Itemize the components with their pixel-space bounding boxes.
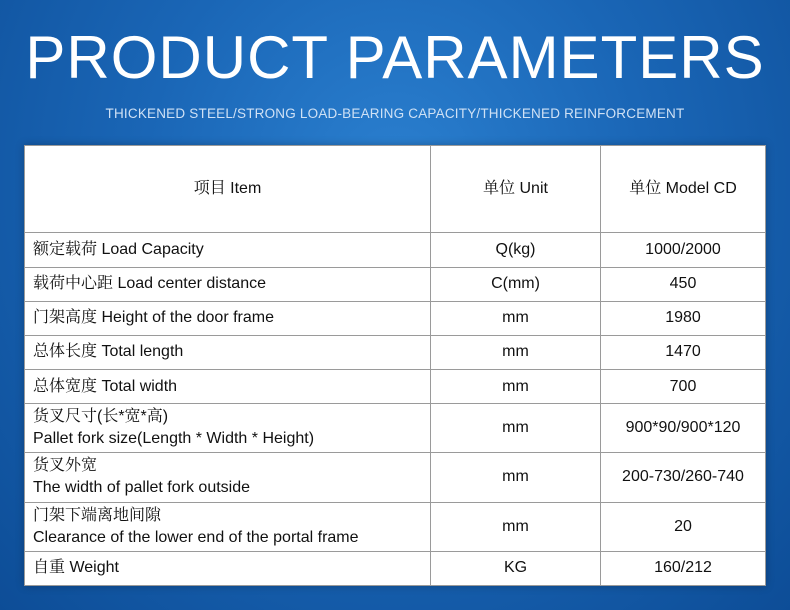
row-item-cell: 总体长度 Total length	[25, 335, 431, 369]
row-unit-cell: C(mm)	[431, 267, 601, 301]
column-header-model: 单位 Model CD	[601, 146, 766, 233]
row-item-label-en: The width of pallet fork outside	[33, 479, 251, 497]
row-item-label-cn: 货叉外宽	[33, 457, 98, 475]
row-unit-cell: mm	[431, 335, 601, 369]
column-header-item: 项目 Item	[25, 146, 431, 233]
row-unit-cell: mm	[431, 453, 601, 502]
table-row	[25, 335, 766, 369]
row-item-label-en: Pallet fork size(Length * Width * Height)	[33, 430, 315, 448]
row-value-cell: 1470	[601, 335, 766, 369]
row-item-cell: 额定载荷 Load Capacity	[25, 233, 431, 267]
row-unit-cell: mm	[431, 404, 601, 453]
table-row	[25, 301, 766, 335]
row-value-cell: 1000/2000	[601, 233, 766, 267]
row-item-cell: 总体宽度 Total width	[25, 369, 431, 403]
table-row	[25, 551, 766, 585]
row-value-cell: 20	[601, 502, 766, 551]
table-row	[25, 502, 766, 551]
row-item-cell	[25, 502, 431, 551]
parameters-table-container	[24, 145, 766, 586]
row-item-cell: 门架高度 Height of the door frame	[25, 301, 431, 335]
row-item-label-cn: 货叉尺寸(长*宽*高)	[33, 408, 169, 426]
column-header-unit: 单位 Unit	[431, 146, 601, 233]
row-value-cell: 200-730/260-740	[601, 453, 766, 502]
page-subtitle: THICKENED STEEL/STRONG LOAD-BEARING CAPACITY/THICKENED REINFORCEMENT	[105, 106, 685, 121]
row-unit-cell: mm	[431, 369, 601, 403]
table-row	[25, 404, 766, 453]
row-item-cell: 载荷中心距 Load center distance	[25, 267, 431, 301]
table-row	[25, 267, 766, 301]
table-row	[25, 453, 766, 502]
row-item-cell	[25, 453, 431, 502]
row-unit-cell: KG	[431, 551, 601, 585]
row-value-cell: 450	[601, 267, 766, 301]
row-value-cell: 700	[601, 369, 766, 403]
row-item-cell: 自重 Weight	[25, 551, 431, 585]
parameters-table	[24, 145, 766, 586]
row-item-label-cn: 门架下端离地间隙	[33, 506, 162, 524]
table-row	[25, 369, 766, 403]
row-item-label-en: Clearance of the lower end of the portal frame	[33, 528, 359, 546]
row-value-cell: 900*90/900*120	[601, 404, 766, 453]
table-header-row	[25, 146, 766, 233]
row-unit-cell: mm	[431, 301, 601, 335]
row-value-cell: 1980	[601, 301, 766, 335]
row-unit-cell: mm	[431, 502, 601, 551]
row-item-cell	[25, 404, 431, 453]
table-row	[25, 233, 766, 267]
row-unit-cell: Q(kg)	[431, 233, 601, 267]
page-title: PRODUCT PARAMETERS	[25, 24, 765, 91]
row-value-cell: 160/212	[601, 551, 766, 585]
